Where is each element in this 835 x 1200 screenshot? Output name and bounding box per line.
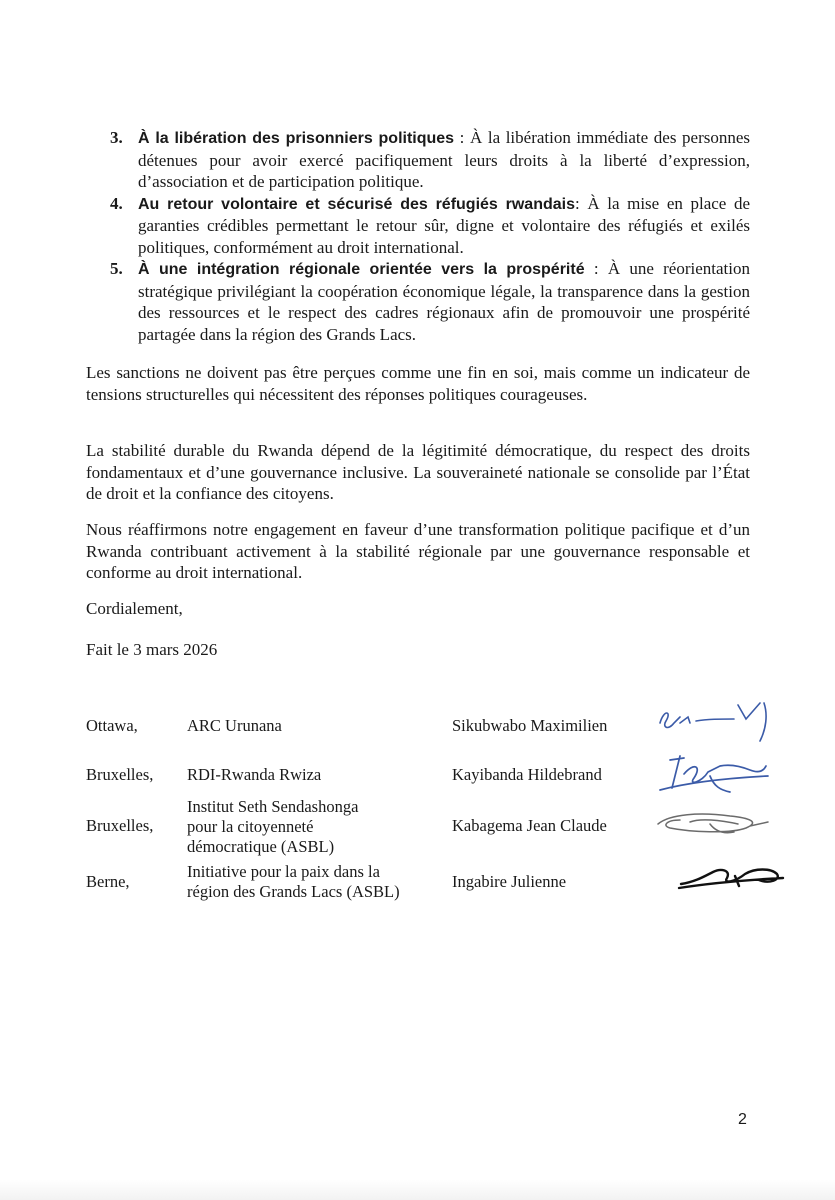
list-number: 3.: [110, 128, 123, 147]
organization-line: région des Grands Lacs (ASBL): [187, 882, 400, 901]
signatory-city: Bruxelles,: [86, 816, 154, 835]
list-item-heading: À la libération des prisonniers politiques: [138, 130, 455, 147]
signature-hildebrand: [650, 746, 780, 802]
page-bottom-edge: [0, 1180, 835, 1200]
sanctions-paragraph: Les sanctions ne doivent pas être perçues comme une fin en soi, mais comme un indicateur de tensions structurelles qui nécessitent des réponses politiques courageuses.: [86, 363, 750, 404]
signatory-organization: [187, 862, 437, 902]
list-item-text: À la mise en place de garanties crédibles permettant le retour sûr, digne et volontaire des réfugiés et exilés politiques, conformément au droit international.: [138, 193, 750, 257]
signature-kabagema: [650, 802, 780, 842]
stability-paragraph: La stabilité durable du Rwanda dépend de la légitimité démocratique, du respect des droits fondamentaux et d’une gouvernance inclusive. La souveraineté nationale se consolide par l’État de droit et la confiance des citoyens.: [86, 441, 750, 503]
organization-line: RDI-Rwanda Rwiza: [187, 765, 322, 784]
list-number: 5.: [110, 259, 123, 278]
signature-maximilien: [650, 695, 780, 745]
organization-line: pour la citoyenneté: [187, 817, 314, 836]
signatory-name: Ingabire Julienne: [452, 872, 567, 891]
signatory-organization: [187, 716, 437, 736]
signatory-organization: [187, 765, 437, 785]
list-item-separator: :: [584, 259, 608, 278]
list-item-4: [110, 193, 750, 259]
signatory-city: Berne,: [86, 872, 130, 891]
signatory-name: Kabagema Jean Claude: [452, 816, 607, 835]
list-item-separator: :: [454, 128, 470, 147]
list-number: 4.: [110, 193, 123, 213]
document-date: Fait le 3 mars 2026: [86, 640, 218, 659]
signatory-name: Sikubwabo Maximilien: [452, 716, 608, 735]
demands-list: [110, 127, 750, 345]
list-item-heading: À une intégration régionale orientée vers la prospérité: [138, 261, 585, 278]
organization-line: ARC Urunana: [187, 716, 282, 735]
list-item-separator: :: [575, 193, 588, 213]
organization-line: Initiative pour la paix dans la: [187, 862, 380, 881]
commitment-paragraph: Nous réaffirmons notre engagement en faveur d’une transformation politique pacifique et d’un Rwanda contribuant activement à la stabilité régionale par une gouvernance responsable et conforme au droit international.: [86, 520, 750, 582]
list-item-text: À la libération immédiate des personnes détenues pour avoir exercé pacifiquement leurs droits à la liberté d’expression, d’association et de participation politique.: [138, 128, 751, 191]
signature-ingabire: [675, 860, 790, 896]
organization-line: Institut Seth Sendashonga: [187, 797, 359, 816]
list-item-3: [110, 127, 750, 193]
page-number: 2: [738, 1111, 747, 1128]
closing-salutation: Cordialement,: [86, 599, 183, 618]
signatory-name: Kayibanda Hildebrand: [452, 765, 602, 784]
organization-line: démocratique (ASBL): [187, 837, 335, 856]
list-item-heading: Au retour volontaire et sécurisé des réfugiés rwandais: [138, 195, 575, 213]
signatory-city: Bruxelles,: [86, 765, 154, 784]
signatory-city: Ottawa,: [86, 716, 138, 735]
signatory-organization: [187, 797, 437, 857]
list-item-text: À une réorientation stratégique privilégiant la coopération économique légale, la transparence dans la gestion des ressources et le respect des cadres régionaux afin de promouvoir une prospérité partagée dans la région des Grands Lacs.: [138, 259, 750, 344]
list-item-5: [110, 258, 750, 345]
